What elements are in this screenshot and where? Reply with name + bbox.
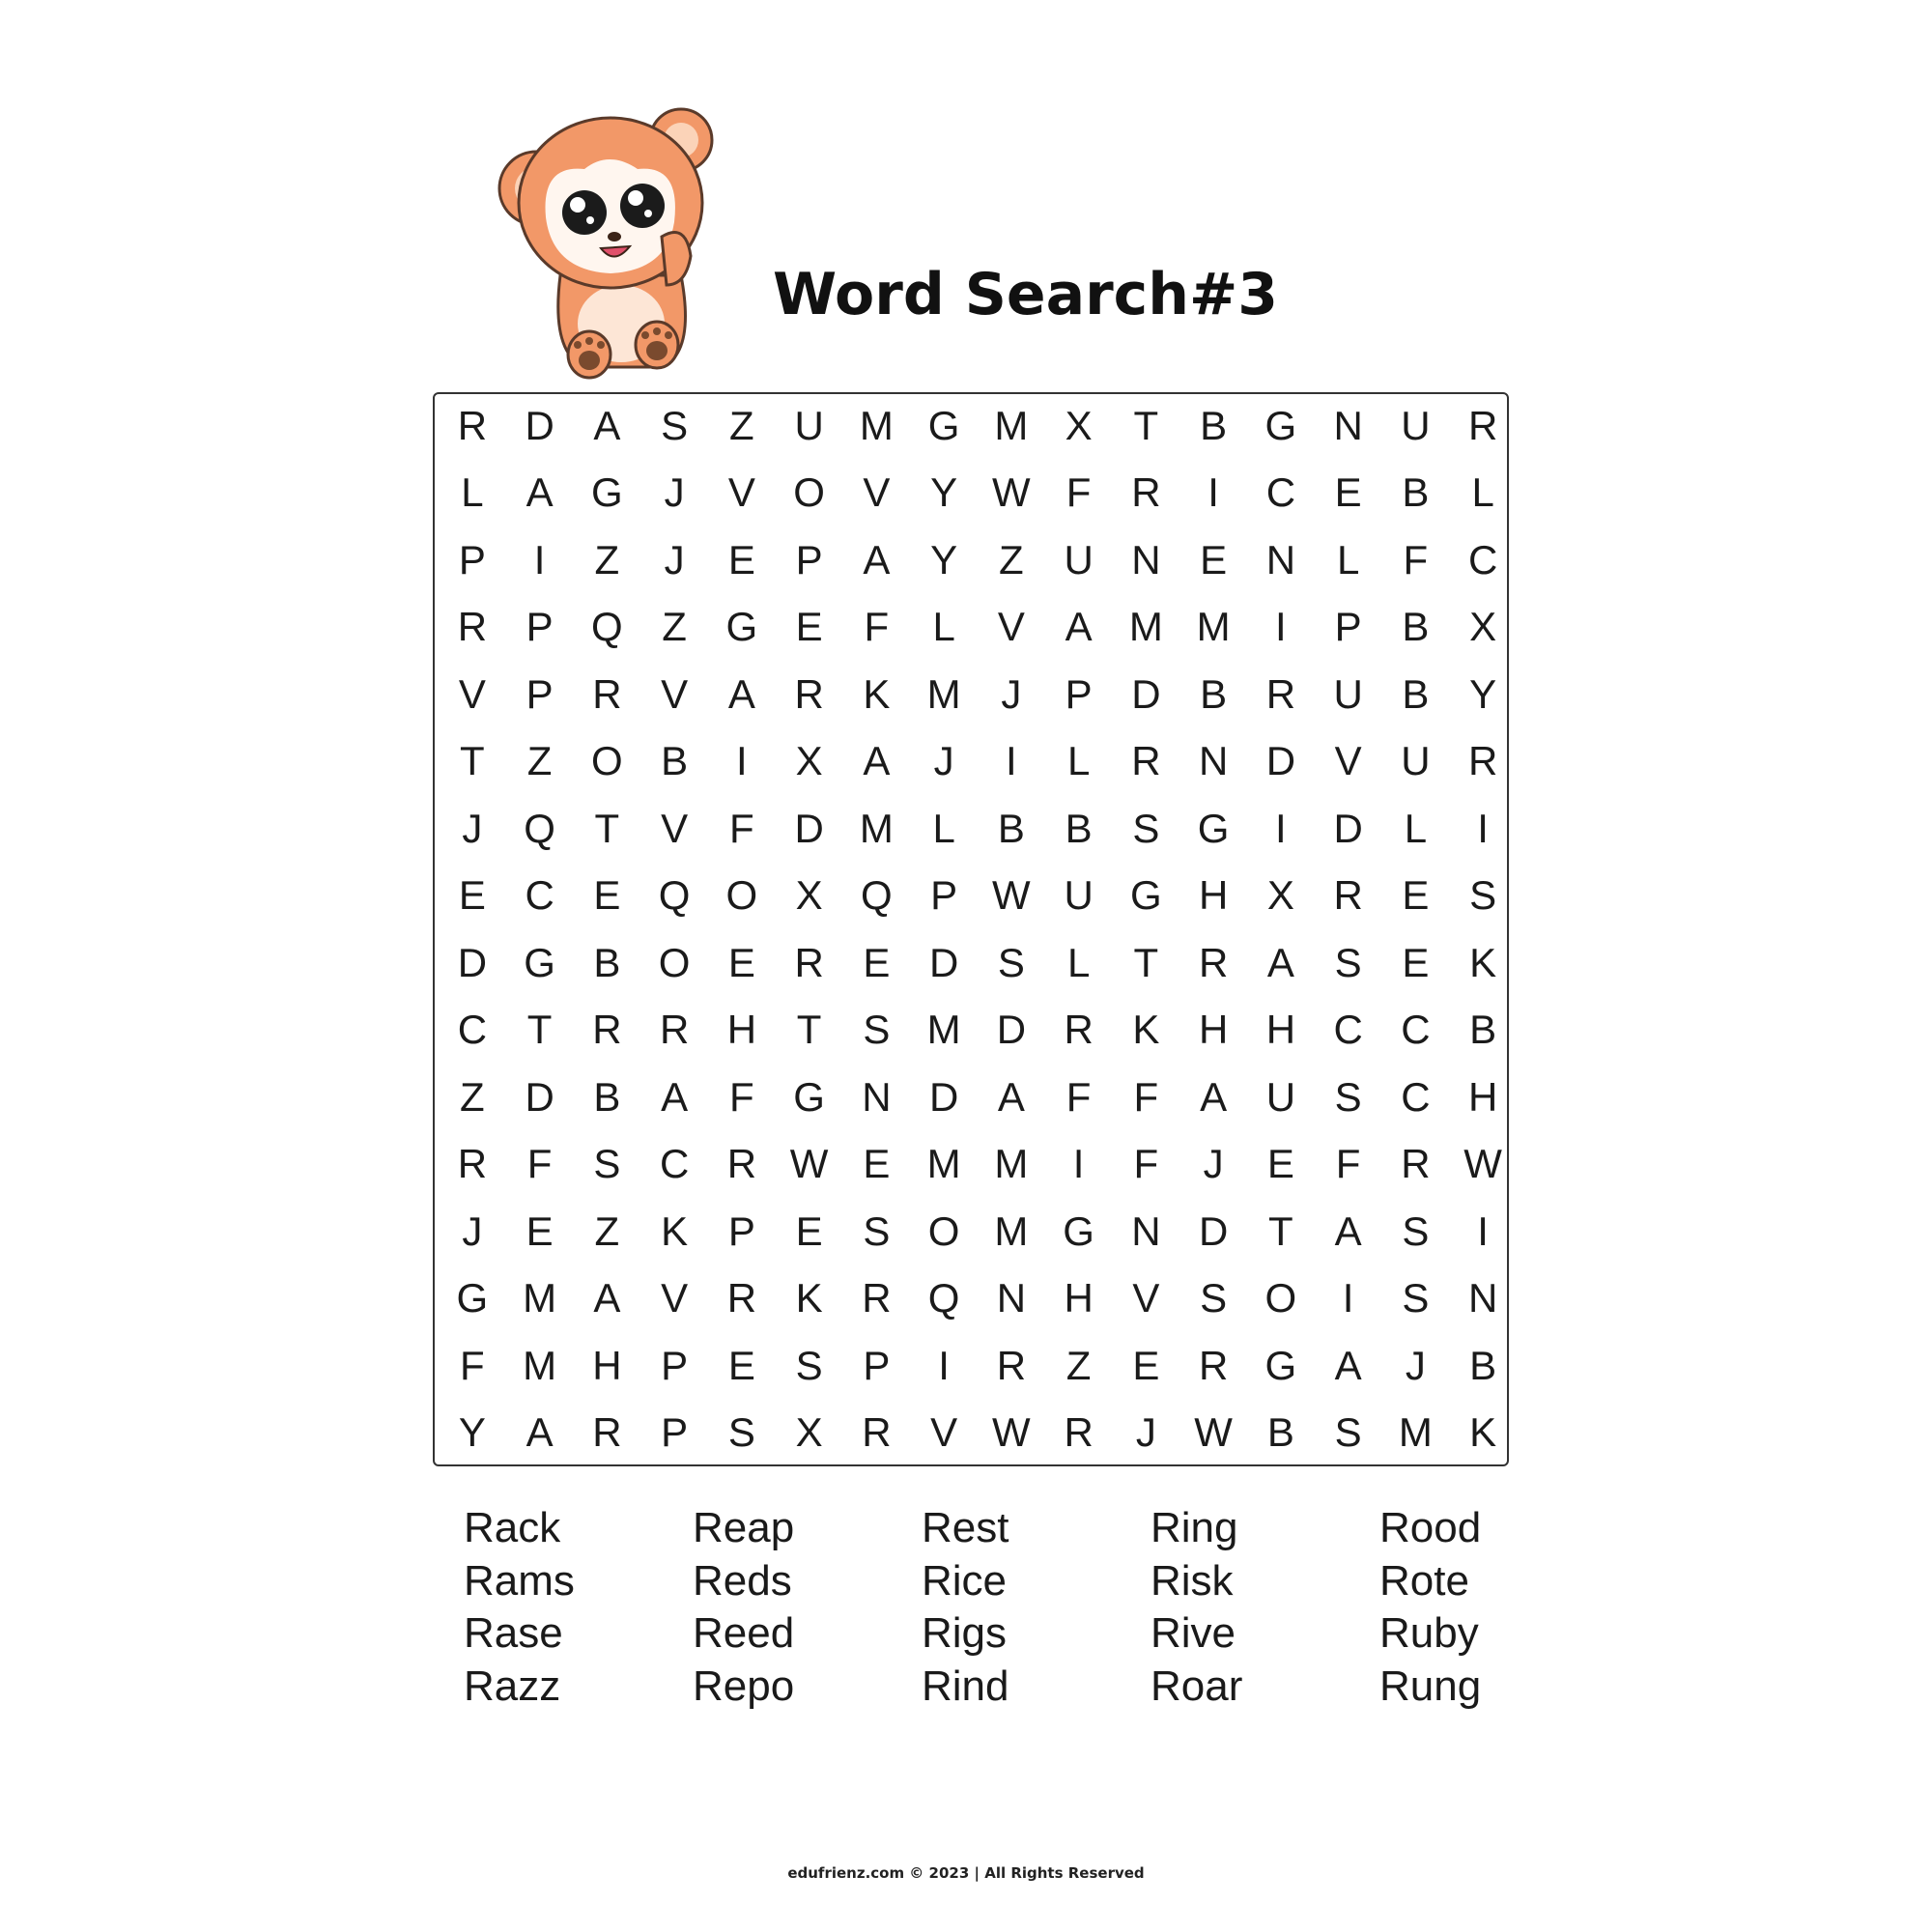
grid-letter[interactable]: N <box>862 1073 892 1120</box>
grid-letter[interactable]: E <box>1266 1141 1294 1187</box>
grid-letter[interactable]: O <box>658 939 691 985</box>
grid-letter[interactable]: S <box>727 1409 755 1456</box>
grid-letter[interactable]: L <box>1336 536 1360 582</box>
word-list-item: Rung <box>1379 1662 1482 1710</box>
grid-letter[interactable]: Z <box>662 604 687 650</box>
grid-letter[interactable]: Z <box>594 1208 620 1254</box>
grid-letter[interactable]: D <box>928 1073 959 1120</box>
grid-letter[interactable]: A <box>1266 939 1294 985</box>
grid-letter[interactable]: L <box>1066 939 1091 985</box>
grid-letter[interactable]: Q <box>591 604 623 650</box>
grid-letter[interactable]: H <box>1064 1275 1094 1321</box>
grid-letter[interactable]: L <box>932 805 955 851</box>
grid-letter[interactable]: X <box>1065 402 1093 448</box>
grid-letter[interactable]: C <box>1467 536 1498 582</box>
grid-letter[interactable]: P <box>661 1342 689 1388</box>
grid-letter[interactable]: C <box>457 1007 488 1053</box>
grid-letter[interactable]: T <box>460 738 485 784</box>
grid-letter[interactable]: V <box>930 1409 958 1456</box>
grid-letter[interactable]: E <box>1402 872 1430 919</box>
grid-letter[interactable]: N <box>1467 1275 1498 1321</box>
grid-letter[interactable]: P <box>863 1342 891 1388</box>
grid-letter[interactable]: P <box>727 1208 755 1254</box>
grid-letter[interactable]: A <box>526 1409 554 1456</box>
grid-letter[interactable]: P <box>930 872 958 919</box>
grid-letter[interactable]: M <box>994 1208 1029 1254</box>
grid-letter[interactable]: A <box>593 1275 621 1321</box>
grid-letter[interactable]: R <box>726 1141 757 1187</box>
grid-letter[interactable]: E <box>795 604 823 650</box>
word-list-item: Ruby <box>1379 1609 1479 1657</box>
word-list <box>464 1502 1546 1713</box>
grid-letter[interactable]: S <box>1132 805 1160 851</box>
grid-letter[interactable]: Y <box>1469 670 1497 717</box>
grid-letter[interactable]: V <box>727 469 755 516</box>
grid-letter[interactable]: I <box>1208 469 1219 516</box>
grid-letter[interactable]: M <box>859 402 894 448</box>
grid-letter[interactable]: U <box>1401 738 1431 784</box>
grid-letter[interactable]: U <box>1265 1073 1296 1120</box>
word-list-item: Rive <box>1151 1609 1236 1657</box>
grid-letter[interactable]: M <box>523 1342 557 1388</box>
grid-letter[interactable]: E <box>593 872 621 919</box>
grid-letter[interactable]: A <box>863 738 891 784</box>
grid-letter[interactable]: E <box>727 939 755 985</box>
grid-letter[interactable]: G <box>1130 872 1162 919</box>
grid-letter[interactable]: H <box>1265 1007 1296 1053</box>
grid-letter[interactable]: Y <box>930 469 958 516</box>
grid-letter[interactable]: H <box>1198 1007 1229 1053</box>
grid-letter[interactable]: X <box>1469 604 1497 650</box>
grid-letter[interactable]: E <box>1132 1342 1160 1388</box>
grid-letter[interactable]: R <box>1198 939 1229 985</box>
word-list-item: Rest <box>922 1504 1009 1551</box>
grid-letter[interactable]: V <box>863 469 891 516</box>
word-list-item: Rote <box>1379 1556 1469 1605</box>
word-list-item: Rack <box>464 1504 561 1551</box>
grid-letter[interactable]: S <box>997 939 1025 985</box>
grid-letter[interactable]: A <box>526 469 554 516</box>
grid-letter[interactable]: T <box>1133 402 1159 448</box>
grid-letter[interactable]: K <box>661 1208 689 1254</box>
grid-letter[interactable]: S <box>795 1342 823 1388</box>
grid-letter[interactable]: L <box>1066 738 1091 784</box>
grid-letter[interactable]: L <box>932 604 955 650</box>
grid-letter[interactable]: J <box>1001 670 1022 717</box>
word-list-item: Ring <box>1151 1504 1238 1551</box>
grid-letter[interactable]: C <box>1401 1073 1431 1120</box>
grid-letter[interactable]: T <box>796 1007 822 1053</box>
word-list-item: Razz <box>464 1662 561 1710</box>
grid-letter[interactable]: Z <box>1065 1342 1092 1388</box>
grid-letter[interactable]: N <box>1333 402 1363 448</box>
grid-letter[interactable]: M <box>1128 604 1163 650</box>
word-list-item: Rams <box>464 1556 575 1605</box>
grid-letter[interactable]: E <box>795 1208 823 1254</box>
grid-letter[interactable]: U <box>1333 670 1363 717</box>
grid-letter[interactable]: G <box>1197 805 1230 851</box>
grid-letter[interactable]: W <box>992 469 1031 516</box>
grid-letter[interactable]: U <box>1401 402 1431 448</box>
grid-letter[interactable]: P <box>661 1409 689 1456</box>
grid-letter[interactable]: C <box>659 1141 690 1187</box>
grid-letter[interactable]: R <box>1467 402 1498 448</box>
grid-letter[interactable]: Y <box>458 1409 486 1456</box>
grid-letter[interactable]: F <box>1403 536 1429 582</box>
grid-letter[interactable]: J <box>1405 1342 1426 1388</box>
grid-letter[interactable]: J <box>933 738 954 784</box>
grid-letter[interactable]: M <box>523 1275 557 1321</box>
grid-letter[interactable]: S <box>863 1007 891 1053</box>
grid-letter[interactable]: B <box>1402 604 1430 650</box>
grid-letter[interactable]: D <box>1265 738 1296 784</box>
letter-grid <box>432 392 1510 1466</box>
footer-copyright: edufrienz.com © 2023 | All Rights Reserved <box>787 1864 1145 1882</box>
grid-letter[interactable]: M <box>1398 1409 1433 1456</box>
grid-letter[interactable]: R <box>1198 1342 1229 1388</box>
grid-letter[interactable]: J <box>462 805 483 851</box>
grid-letter[interactable]: W <box>1463 1141 1502 1187</box>
grid-letter[interactable]: D <box>1131 670 1161 717</box>
grid-letter[interactable]: Z <box>526 738 553 784</box>
grid-letter[interactable]: R <box>592 1409 622 1456</box>
grid-letter[interactable]: G <box>793 1073 825 1120</box>
grid-letter[interactable]: O <box>793 469 825 516</box>
grid-letter[interactable]: I <box>1006 738 1017 784</box>
grid-letter[interactable]: I <box>1072 1141 1085 1187</box>
grid-letter[interactable]: R <box>1131 469 1161 516</box>
grid-letter[interactable]: S <box>1200 1275 1228 1321</box>
word-list-item: Reds <box>693 1556 792 1605</box>
grid-letter[interactable]: E <box>727 1342 755 1388</box>
grid-letter[interactable]: P <box>526 604 554 650</box>
grid-letter[interactable]: M <box>1196 604 1231 650</box>
grid-letter[interactable]: W <box>992 1409 1031 1456</box>
grid-letter[interactable]: F <box>1335 1141 1361 1187</box>
grid-letter[interactable]: M <box>994 1141 1029 1187</box>
grid-letter[interactable]: R <box>1401 1141 1431 1187</box>
grid-letter[interactable]: A <box>593 402 621 448</box>
grid-letter[interactable]: F <box>1133 1141 1159 1187</box>
grid-letter[interactable]: T <box>1268 1208 1293 1254</box>
grid-letter[interactable]: B <box>1402 670 1430 717</box>
grid-letter[interactable]: C <box>1333 1007 1363 1053</box>
grid-letter[interactable]: R <box>794 670 824 717</box>
grid-letter[interactable]: Q <box>927 1275 960 1321</box>
grid-letter[interactable]: K <box>1469 939 1497 985</box>
grid-letter[interactable]: J <box>1135 1409 1156 1456</box>
grid-letter[interactable]: X <box>795 738 823 784</box>
grid-letter[interactable]: V <box>1132 1275 1160 1321</box>
grid-letter[interactable]: X <box>795 872 823 919</box>
grid-letter[interactable]: G <box>456 1275 489 1321</box>
grid-letter[interactable]: F <box>460 1342 485 1388</box>
grid-letter[interactable]: F <box>864 604 890 650</box>
grid-letter[interactable]: F <box>1065 1073 1092 1120</box>
grid-letter[interactable]: R <box>726 1275 757 1321</box>
grid-letter[interactable]: Z <box>594 536 620 582</box>
grid-letter[interactable]: A <box>1065 604 1093 650</box>
grid-letter[interactable]: B <box>1266 1409 1294 1456</box>
grid-letter[interactable]: Z <box>729 402 754 448</box>
grid-letter[interactable]: K <box>863 670 891 717</box>
grid-letter[interactable]: N <box>1131 1208 1161 1254</box>
grid-letter[interactable]: N <box>996 1275 1027 1321</box>
grid-letter[interactable]: O <box>591 738 623 784</box>
grid-letter[interactable]: Q <box>524 805 555 851</box>
grid-letter[interactable]: A <box>1200 1073 1228 1120</box>
grid-letter[interactable]: G <box>1063 1208 1094 1254</box>
grid-letter[interactable]: Y <box>930 536 958 582</box>
grid-letter[interactable]: S <box>661 402 689 448</box>
grid-letter[interactable]: L <box>461 469 484 516</box>
grid-letter[interactable]: M <box>994 402 1029 448</box>
grid-letter[interactable]: I <box>1342 1275 1354 1321</box>
grid-letter[interactable]: B <box>593 1073 621 1120</box>
grid-letter[interactable]: I <box>736 738 748 784</box>
grid-letter[interactable]: R <box>457 402 488 448</box>
grid-letter[interactable]: A <box>1334 1342 1362 1388</box>
grid-letter[interactable]: D <box>525 402 554 448</box>
grid-letter[interactable]: S <box>863 1208 891 1254</box>
grid-letter[interactable]: H <box>592 1342 622 1388</box>
grid-letter[interactable]: E <box>1402 939 1430 985</box>
grid-letter[interactable]: R <box>1064 1007 1094 1053</box>
grid-letter[interactable]: J <box>462 1208 483 1254</box>
grid-letter[interactable]: D <box>794 805 824 851</box>
grid-letter[interactable]: E <box>1200 536 1228 582</box>
grid-letter[interactable]: R <box>1467 738 1498 784</box>
grid-letter[interactable]: C <box>1401 1007 1431 1053</box>
grid-letter[interactable]: E <box>458 872 486 919</box>
grid-letter[interactable]: F <box>1133 1073 1159 1120</box>
grid-letter[interactable]: Z <box>460 1073 485 1120</box>
grid-letter[interactable]: F <box>1065 469 1092 516</box>
grid-letter[interactable]: S <box>1334 1073 1362 1120</box>
grid-letter[interactable]: D <box>457 939 488 985</box>
page-title: Word Search#3 <box>773 261 1278 328</box>
grid-letter[interactable]: A <box>661 1073 689 1120</box>
grid-letter[interactable]: O <box>927 1208 960 1254</box>
grid-letter[interactable]: A <box>997 1073 1025 1120</box>
grid-letter[interactable]: D <box>996 1007 1027 1053</box>
grid-letter[interactable]: G <box>524 939 555 985</box>
grid-letter[interactable]: N <box>1198 738 1229 784</box>
grid-letter[interactable]: W <box>789 1141 829 1187</box>
grid-letter[interactable]: I <box>1275 805 1287 851</box>
grid-letter[interactable]: H <box>1198 872 1229 919</box>
grid-letter[interactable]: D <box>1333 805 1363 851</box>
grid-letter[interactable]: S <box>1402 1208 1430 1254</box>
grid-letter[interactable]: G <box>725 604 758 650</box>
grid-letter[interactable]: A <box>727 670 755 717</box>
grid-letter[interactable]: N <box>1265 536 1296 582</box>
grid-letter[interactable]: G <box>927 402 960 448</box>
grid-letter[interactable]: O <box>1264 1275 1297 1321</box>
word-list-item: Reap <box>693 1504 795 1551</box>
grid-letter[interactable]: V <box>661 805 689 851</box>
grid-letter[interactable]: O <box>725 872 758 919</box>
grid-letter[interactable]: P <box>526 670 554 717</box>
grid-letter[interactable]: K <box>795 1275 823 1321</box>
grid-letter[interactable]: W <box>1194 1409 1233 1456</box>
word-list-item: Rigs <box>922 1609 1008 1657</box>
grid-letter[interactable]: N <box>1131 536 1161 582</box>
grid-letter[interactable]: U <box>1064 536 1094 582</box>
grid-letter[interactable]: G <box>1264 1342 1297 1388</box>
grid-letter[interactable]: M <box>859 805 894 851</box>
grid-letter[interactable]: I <box>938 1342 950 1388</box>
grid-letter[interactable]: P <box>1334 604 1362 650</box>
grid-letter[interactable]: J <box>1203 1141 1224 1187</box>
grid-letter[interactable]: E <box>863 1141 891 1187</box>
grid-letter[interactable]: F <box>729 1073 754 1120</box>
monkey-mascot-icon <box>493 92 734 382</box>
grid-letter[interactable]: R <box>1064 1409 1094 1456</box>
grid-letter[interactable]: S <box>1334 1409 1362 1456</box>
grid-letter[interactable]: R <box>457 604 488 650</box>
grid-letter[interactable]: R <box>592 670 622 717</box>
grid-letter[interactable]: B <box>1402 469 1430 516</box>
grid-letter[interactable]: R <box>457 1141 488 1187</box>
grid-letter[interactable]: R <box>794 939 824 985</box>
grid-letter[interactable]: E <box>526 1208 554 1254</box>
grid-letter[interactable]: T <box>1133 939 1159 985</box>
grid-letter[interactable]: G <box>591 469 623 516</box>
grid-letter[interactable]: H <box>726 1007 757 1053</box>
grid-letter[interactable]: P <box>795 536 823 582</box>
grid-letter[interactable]: A <box>1334 1208 1362 1254</box>
grid-letter[interactable]: C <box>1265 469 1296 516</box>
word-list-item: Rind <box>922 1662 1009 1710</box>
grid-letter[interactable]: R <box>1333 872 1363 919</box>
grid-letter[interactable]: W <box>992 872 1031 919</box>
grid-letter[interactable]: R <box>1265 670 1296 717</box>
grid-letter[interactable]: J <box>664 536 685 582</box>
grid-letter[interactable]: X <box>1266 872 1294 919</box>
word-list-item: Rase <box>464 1609 563 1657</box>
grid-letter[interactable]: M <box>926 1007 961 1053</box>
grid-letter[interactable]: F <box>729 805 754 851</box>
grid-letter[interactable]: E <box>727 536 755 582</box>
grid-letter[interactable]: S <box>1334 939 1362 985</box>
grid-letter[interactable]: Q <box>658 872 691 919</box>
grid-letter[interactable]: A <box>863 536 891 582</box>
word-list-item: Rice <box>922 1556 1008 1605</box>
grid-letter[interactable]: R <box>1131 738 1161 784</box>
word-list-item: Repo <box>693 1662 795 1710</box>
grid-letter[interactable]: B <box>997 805 1025 851</box>
grid-letter[interactable]: D <box>928 939 959 985</box>
grid-letter[interactable]: R <box>996 1342 1027 1388</box>
grid-letter[interactable]: S <box>1469 872 1497 919</box>
grid-letter[interactable]: B <box>1200 670 1228 717</box>
grid-letter[interactable]: V <box>1334 738 1362 784</box>
grid-letter[interactable]: M <box>926 670 961 717</box>
grid-letter[interactable]: E <box>863 939 891 985</box>
grid-letter[interactable]: X <box>795 1409 823 1456</box>
word-list-item: Roar <box>1151 1662 1243 1710</box>
grid-letter[interactable]: B <box>1469 1342 1497 1388</box>
grid-letter[interactable]: R <box>862 1275 892 1321</box>
grid-letter[interactable]: S <box>593 1141 621 1187</box>
grid-letter[interactable]: I <box>1275 604 1287 650</box>
grid-letter[interactable]: R <box>659 1007 690 1053</box>
grid-letter[interactable]: I <box>533 536 546 582</box>
grid-letter[interactable]: V <box>661 670 689 717</box>
grid-letter[interactable]: B <box>593 939 621 985</box>
grid-letter[interactable]: J <box>664 469 685 516</box>
grid-letter[interactable]: I <box>1477 805 1489 851</box>
grid-letter[interactable]: R <box>862 1409 892 1456</box>
grid-letter[interactable]: R <box>592 1007 622 1053</box>
word-list-item: Risk <box>1151 1556 1234 1605</box>
grid-letter[interactable]: S <box>1402 1275 1430 1321</box>
grid-letter[interactable]: T <box>594 805 620 851</box>
grid-letter[interactable]: B <box>661 738 689 784</box>
grid-letter[interactable]: H <box>1467 1073 1498 1120</box>
grid-letter[interactable]: V <box>997 604 1025 650</box>
grid-letter[interactable]: Z <box>999 536 1024 582</box>
grid-letter[interactable]: M <box>926 1141 961 1187</box>
grid-letter[interactable]: U <box>1064 872 1094 919</box>
grid-letter[interactable]: V <box>458 670 486 717</box>
grid-letter[interactable]: B <box>1065 805 1093 851</box>
grid-letter[interactable]: L <box>1404 805 1428 851</box>
grid-letter[interactable]: B <box>1200 402 1228 448</box>
grid-letter[interactable]: L <box>1471 469 1494 516</box>
grid-letter[interactable]: D <box>1198 1208 1229 1254</box>
grid-letter[interactable]: K <box>1132 1007 1160 1053</box>
grid-letter[interactable]: B <box>1469 1007 1497 1053</box>
grid-letter[interactable]: Q <box>861 872 893 919</box>
grid-letter[interactable]: D <box>525 1073 554 1120</box>
grid-letter[interactable]: K <box>1469 1409 1497 1456</box>
word-list-item: Rood <box>1379 1504 1482 1551</box>
grid-letter[interactable]: C <box>525 872 554 919</box>
grid-letter[interactable]: F <box>526 1141 553 1187</box>
grid-letter[interactable]: P <box>458 536 486 582</box>
grid-letter[interactable]: T <box>526 1007 553 1053</box>
grid-letter[interactable]: U <box>794 402 824 448</box>
grid-letter[interactable]: I <box>1477 1208 1489 1254</box>
grid-letter[interactable]: P <box>1065 670 1093 717</box>
grid-letter[interactable]: V <box>661 1275 689 1321</box>
grid-letter[interactable]: E <box>1334 469 1362 516</box>
grid-letter[interactable]: G <box>1264 402 1297 448</box>
word-list-item: Reed <box>693 1609 795 1657</box>
